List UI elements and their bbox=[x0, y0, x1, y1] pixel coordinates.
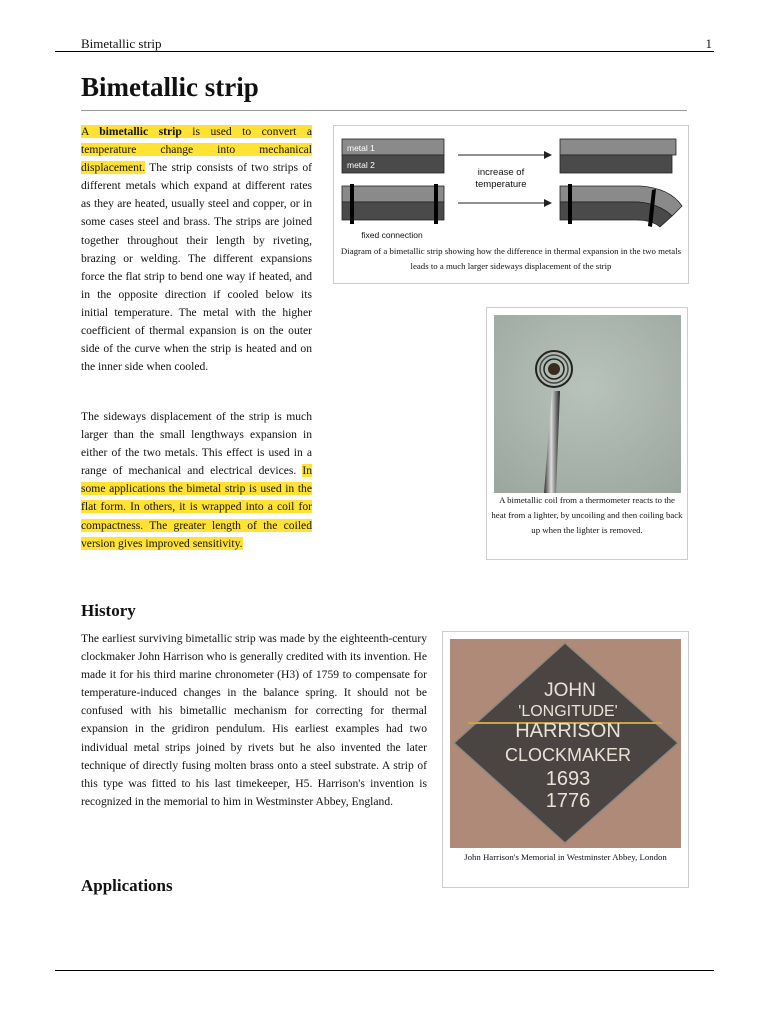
intro-paragraph-1: A bimetallic strip is used to convert a temperature change into mechanical displacement. The strip consists of two strips of different metals which expand at different rates as they are heated, usually steel and copper, or in some cases steel and brass. The strips are joined together throughout their length by riveting, brazing or welding. The different expansions force the flat strip to bend one way if heated, and in the opposite direction if cooled below its initial temperature. The metal with the higher coefficient of thermal expansion is on the outer side of the curve when the strip is heated and on the inner side when cooled. bbox=[81, 125, 313, 374]
term-bimetallic-strip: bimetallic strip bbox=[99, 125, 182, 138]
intro-highlight: A bimetallic strip is used to convert a temperature change into mechanical displacement. bbox=[81, 125, 313, 175]
diagram-caption: Diagram of a bimetallic strip showing how the difference in thermal expansion in the two metals leads to a much larger sideways displacement of the strip bbox=[340, 246, 682, 271]
memorial-photo bbox=[450, 639, 681, 848]
applications-heading: Applications bbox=[81, 876, 173, 895]
riveted-metal1 bbox=[342, 186, 444, 202]
label-increase-2: temperature bbox=[475, 179, 527, 190]
header-rule bbox=[55, 51, 714, 52]
inscription-line-2: 'LONGITUDE' bbox=[518, 703, 618, 720]
coil-figure bbox=[486, 307, 688, 560]
memorial-caption: John Harrison's Memorial in Westminster Abbey, London bbox=[464, 852, 667, 862]
inscription-line-4: CLOCKMAKER bbox=[504, 745, 632, 765]
coil-caption: A bimetallic coil from a thermometer reacts to the heat from a lighter, by uncoiling and then coiling back up when the lighter is removed. bbox=[491, 495, 683, 535]
result-metal2-strip bbox=[560, 155, 672, 173]
article-title: Bimetallic strip bbox=[81, 72, 259, 102]
history-paragraph: The earliest surviving bimetallic strip was made by the eighteenth-century clockmaker John Harrison who is generally credited with its invention. He made it for his third marine chronometer (H3) of 1759 to compensate for temperature-induced changes in the balance spring. It should not be confused with his bimetallic mechanism for correcting for thermal expansion in the gridiron pendulum. His earliest examples had two individual metal strips joined by rivets but he also invented the later technique of directly fusing molten brass onto a steel substrate. A strip of this type was fitted to his last timekeeper, H5. Harrison's invention is recognized in the memorial to him in Westminster Abbey, England. bbox=[81, 632, 427, 808]
memorial-figure bbox=[442, 631, 689, 888]
diagram-figure bbox=[333, 125, 689, 284]
rivet-left bbox=[350, 184, 354, 224]
label-fixed-connection: fixed connection bbox=[361, 230, 423, 240]
label-metal1: metal 1 bbox=[347, 143, 375, 153]
riveted-metal2 bbox=[342, 202, 444, 220]
title-rule bbox=[81, 110, 687, 111]
coil-photo bbox=[494, 315, 681, 493]
inscription-line-6: 1776 bbox=[545, 790, 591, 812]
history-heading: History bbox=[81, 601, 136, 620]
label-increase-1: increase of bbox=[477, 167, 525, 178]
bent-metal2 bbox=[560, 202, 672, 227]
page-number: 1 bbox=[705, 36, 712, 51]
inscription-line-1: JOHN bbox=[544, 680, 596, 701]
rivet-right bbox=[434, 184, 438, 224]
intro-paragraph-2: The sideways displacement of the strip is much larger than the small lengthways expansion in either of the two metals. This effect is used in a range of mechanical and electrical devices. In some applications the bimetal strip is used in the flat form. In others, it is wrapped into a coil for compactness. The greater length of the coiled version gives improved sensitivity. bbox=[81, 410, 312, 550]
inscription-line-5: 1693 bbox=[545, 768, 591, 790]
running-header-title: Bimetallic strip bbox=[81, 36, 162, 51]
label-metal2: metal 2 bbox=[347, 160, 375, 170]
inscription-line-3: HARRISON bbox=[515, 720, 621, 742]
footer-rule bbox=[55, 970, 714, 971]
intro-p2-highlight: In some applications the bimetal strip is used in the flat form. In others, it is wrapped into a coil for compactness. The greater length of the coiled version gives improved sensitivity. bbox=[81, 464, 312, 550]
result-metal1-strip bbox=[560, 139, 676, 155]
bimetallic-diagram bbox=[334, 126, 688, 244]
